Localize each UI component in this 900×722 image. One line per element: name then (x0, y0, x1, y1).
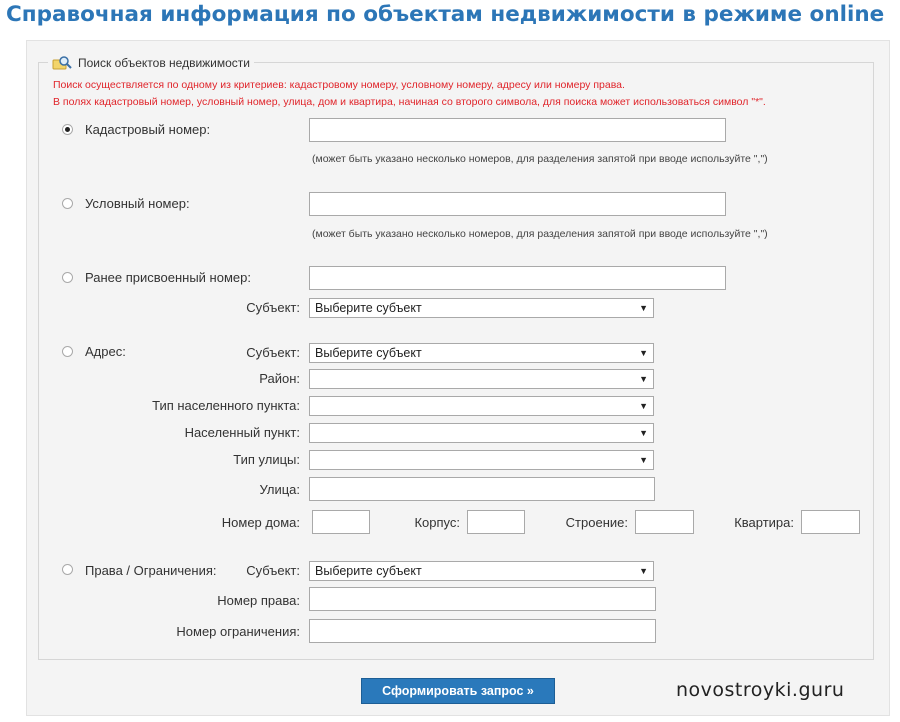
radio-address[interactable] (62, 346, 73, 357)
submit-request-button[interactable]: Сформировать запрос » (361, 678, 555, 704)
watermark: novostroyki.guru (676, 679, 845, 701)
settlement-type-select[interactable] (309, 396, 654, 416)
street-input[interactable] (309, 477, 655, 501)
previous-subject-label: Субъект: (246, 300, 300, 315)
rights-subject-label: Субъект: (246, 563, 300, 578)
structure-label: Строение: (565, 515, 628, 530)
search-magnifier-icon (52, 55, 72, 71)
rights-subject-select[interactable]: Выберите субъект ▼ (309, 561, 654, 581)
settlement-select[interactable] (309, 423, 654, 443)
street-type-select[interactable] (309, 450, 654, 470)
criteria-note: Поиск осуществляется по одному из критериев: кадастровому номеру, условному номеру, адресу или номеру права. (53, 79, 625, 91)
chevron-down-icon: ▼ (639, 401, 648, 411)
apartment-label: Квартира: (734, 515, 794, 530)
district-label: Район: (259, 371, 300, 386)
cadastral-input[interactable] (309, 118, 726, 142)
house-label: Номер дома: (221, 515, 300, 530)
conditional-input[interactable] (309, 192, 726, 216)
previous-subject-select[interactable]: Выберите субъект ▼ (309, 298, 654, 318)
settlement-label: Населенный пункт: (184, 425, 300, 440)
restriction-number-input[interactable] (309, 619, 656, 643)
structure-input[interactable] (635, 510, 694, 534)
cadastral-label: Кадастровый номер: (85, 122, 211, 137)
address-subject-select[interactable]: Выберите субъект ▼ (309, 343, 654, 363)
radio-previous-number[interactable] (62, 272, 73, 283)
district-select[interactable] (309, 369, 654, 389)
conditional-label: Условный номер: (85, 196, 190, 211)
radio-rights[interactable] (62, 564, 73, 575)
radio-conditional[interactable] (62, 198, 73, 209)
cadastral-hint: (может быть указано несколько номеров, для разделения запятой при вводе используйте ",") (312, 153, 768, 165)
chevron-down-icon: ▼ (639, 348, 648, 358)
right-number-input[interactable] (309, 587, 656, 611)
right-number-label: Номер права: (217, 593, 300, 608)
previous-number-input[interactable] (309, 266, 726, 290)
chevron-down-icon: ▼ (639, 455, 648, 465)
chevron-down-icon: ▼ (639, 428, 648, 438)
street-type-label: Тип улицы: (233, 452, 300, 467)
conditional-hint: (может быть указано несколько номеров, для разделения запятой при вводе используйте ",") (312, 228, 768, 240)
radio-cadastral[interactable] (62, 124, 73, 135)
apartment-input[interactable] (801, 510, 860, 534)
rights-label: Права / Ограничения: (85, 563, 217, 578)
house-input[interactable] (312, 510, 370, 534)
chevron-down-icon: ▼ (639, 566, 648, 576)
chevron-down-icon: ▼ (639, 303, 648, 313)
wildcard-note: В полях кадастровый номер, условный номер, улица, дом и квартира, начиная со второго символа, для поиска может использоваться символ "*". (53, 96, 766, 108)
building-label: Корпус: (414, 515, 460, 530)
chevron-down-icon: ▼ (639, 374, 648, 384)
restriction-number-label: Номер ограничения: (176, 624, 300, 639)
page-title: Справочная информация по объектам недвижимости в режиме online (6, 2, 885, 27)
previous-number-label: Ранее присвоенный номер: (85, 270, 251, 285)
address-subject-label: Субъект: (246, 345, 300, 360)
street-label: Улица: (259, 482, 300, 497)
legend-label: Поиск объектов недвижимости (78, 56, 251, 70)
building-input[interactable] (467, 510, 525, 534)
address-label: Адрес: (85, 344, 126, 359)
fieldset-legend (48, 53, 254, 73)
settlement-type-label: Тип населенного пункта: (152, 398, 300, 413)
